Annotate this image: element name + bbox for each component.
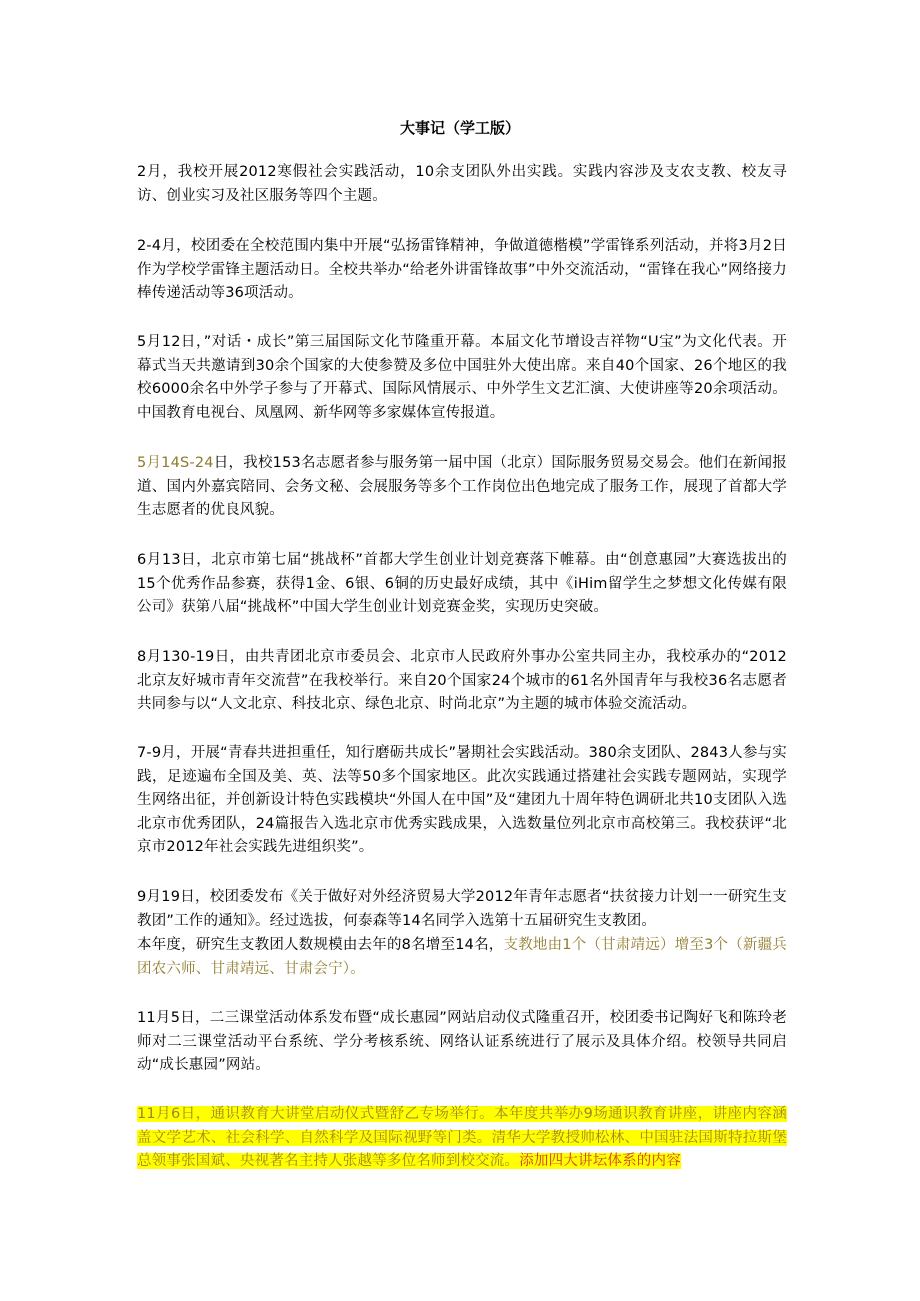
paragraph-3 (137, 331, 787, 425)
paragraph-1 (137, 161, 787, 208)
text-segment: 11月5日，二三课堂活动体系发布暨“成长惠园”网站启动仪式隆重召开，校团委书记陶好飞和陈玲老师对二三课堂活动平台系统、学分考核系统、网络认证系统进行了展示及具体介绍。校领导共同启动“成长惠园”网站。 (137, 1010, 787, 1073)
paragraph-2 (137, 235, 787, 306)
paragraph-11-highlighted (137, 1103, 787, 1174)
text-segment: 5月12日，”对话・成长”第三届国际文化节隆重开幕。本届文化节增设吉祥物“U宝”为文化代表。开幕式当天共邀请到30余个国家的大使参赞及多位中国驻外大使出席。来自40个国家、26个地区的我校6000余名中外学子参与了开幕式、国际风情展示、中外学生文艺汇演、大使讲座等20余项活动。中国教育电视台、凤凰网、新华网等多家媒体宣传报道。 (137, 334, 787, 421)
page-title: 大事记（学工版） (399, 119, 520, 137)
paragraph-4 (137, 452, 787, 523)
text-segment: 2月，我校开展2012寒假社会实践活动，10余支团队外出实践。实践内容涉及支农支教、校友寻访、创业实习及社区服务等四个主题。 (137, 164, 787, 204)
text-segment-annotated: 9场通识教育讲座，讲座内容涵盖文学艺术、社会科学、自然科学及国际视野等门类。清华大学教授帅松林、中国驻法国斯特拉斯堡总领事张国斌、央视著名主持人张越等多位名师到校交流。 (137, 1106, 788, 1169)
text-segment-annotated: 11月6日，通识教育大讲堂启动仪式暨舒乙专场举行。本年度共举办 (137, 1106, 584, 1122)
text-segment: 9月19日，校团委发布《关于做好对外经济贸易大学2012年青年志愿者“扶贫接力计划一一研究生支教团”工作的通知》。经过选拔，何泰森等14名同学入选第十五届研究生支教团。 (137, 889, 787, 929)
text-segment: 6月13日，北京市第七届“挑战杯”首都大学生创业计划竞赛落下帷幕。由“创意惠园”大赛选拔出的15个优秀作品参赛，获得1金、6银、6铜的历史最好成绩，其中《iHim留学生之梦想文化传媒有限公司》获第八届“挑战杯”中国大学生创业计划竞赛金奖，实现历史突破。 (137, 552, 787, 615)
highlighted-text (137, 1106, 787, 1169)
text-segment-annotated: 5月14S-24 (137, 455, 214, 471)
paragraph-6 (137, 646, 787, 717)
text-segment: 2-4月，校团委在全校范围内集中开展“弘扬雷锋精神，争做道德楷模”学雷锋系列活动，并将3月2日作为学校学雷锋主题活动日。全校共举办“给老外讲雷锋故事”中外交流活动，“雷锋在我心”网络接力棒传递活动等36项活动。 (137, 238, 787, 301)
paragraph-7 (137, 742, 787, 860)
paragraph-9 (137, 934, 787, 981)
paragraph-8 (137, 886, 787, 933)
text-segment: 本年度，研究生支教团人数规模由去年的8名增至14名， (137, 937, 504, 953)
editor-note: 添加四大讲坛体系的内容 (519, 1153, 681, 1169)
text-segment: 日，我校153名志愿者参与服务第一届中国（北京）国际服务贸易交易会。他们在新闻报道、国内外嘉宾陪同、会务文秘、会展服务等多个工作岗位出色地完成了服务工作，展现了首都大学生志愿者的优良风貌。 (137, 455, 787, 518)
text-segment: 7-9月，开展“青春共进担重任，知行磨砺共成长”暑期社会实践活动。380余支团队、2843人参与实践，足迹遍布全国及美、英、法等50多个国家地区。此次实践通过搭建社会实践专题网站，实现学生网络出征，并创新设计特色实践模块“外国人在中国”及“建团九十周年特色调研北共10支团队入选北京市优秀团队，24篇报告入选北京市优秀实践成果，入选数量位列北京市高校第三。我校获评“北京市2012年社会实践先进组织奖”。 (137, 745, 787, 855)
paragraph-5 (137, 549, 787, 620)
text-segment-annotated: 支教地由1个（甘肃靖远）增至3个（新疆兵团农六师、甘肃靖远、甘肃会宁）。 (137, 937, 788, 977)
text-segment: 8月130-19日，由共青团北京市委员会、北京市人民政府外事办公室共同主办，我校承办的“2012北京友好城市青年交流营”在我校举行。来自20个国家24个城市的61名外国青年与我校36名志愿者共同参与以“人文北京、科技北京、绿色北京、时尚北京”为主题的城市体验交流活动。 (137, 649, 787, 712)
paragraph-10 (137, 1007, 787, 1078)
